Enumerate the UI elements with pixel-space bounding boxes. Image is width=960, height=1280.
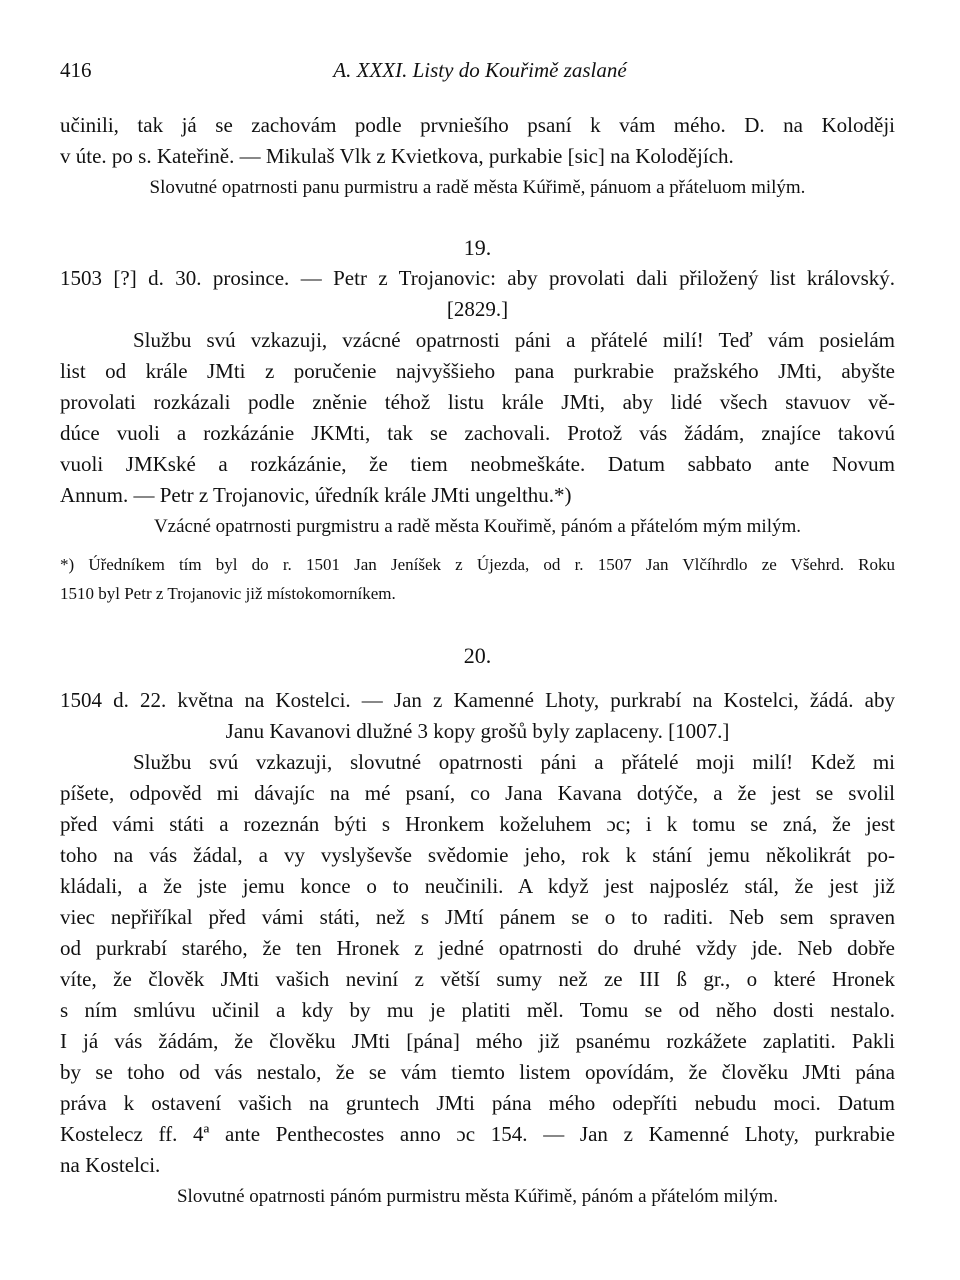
text-line: vuoli JMKské a rozkázánie, že tiem neobmeškáte. Datum sabbato ante Novum [60,452,895,476]
text-line: dúce vuoli a rozkázánie JKMti, tak se zachovali. Protož vás žádám, znajíce takovú [60,421,895,445]
page-header [60,58,900,90]
page-content [60,110,895,1212]
text-line: od purkrabí starého, že ten Hronek z jedné opatrnosti do druhé vždy jde. Neb dobře [60,936,895,960]
text-line: Annum. — Petr z Trojanovic, úředník krále JMti ungelthu.*) [60,483,572,507]
text-line: víte, že člověk JMti vašich neviní z větší sumy než ze III ß gr., o které Hronek [60,967,895,991]
text-line: učinili, tak já se zachovám podle prvniešího psaní k vám mého. D. na Koloději [60,113,895,137]
footnote: *) Úředníkem tím byl do r. 1501 Jan Jeníšek z Újezda, od r. 1507 Jan Vlčíhrdlo ze Všehrd. Roku [60,555,895,574]
section-heading: 1503 [?] d. 30. prosince. — Petr z Trojanovic: aby provolati dali přiložený list královský. [60,266,895,290]
letter-address: Slovutné opatrnosti panu purmistru a radě města Kúřimě, pánuom a přáteluom milým. [149,177,806,198]
section-number: 19. [463,235,492,260]
text-line: na Kostelci. [60,1153,161,1177]
text-line: s ním smlúvu učinil a kdy by mu je platiti měl. Tomu se od něho dosti nestalo. [60,998,895,1022]
text-line: kládali, a že jste jemu konce o to neučinili. A když jest najposléz stál, že jest již [60,874,895,898]
text-line: píšete, odpověd mi dávajíc na mé psaní, co Jana Kavana dotýče, a že jest se svolil [60,781,895,805]
section-heading: Janu Kavanovi dlužné 3 kopy grošů byly zaplaceny. [1007.] [225,719,730,743]
text-line: před vámi státi a rozeznán býti s Hronkem koželuhem ɔc; i k tomu se zná, že jest [60,812,895,836]
text-line: provolati rozkázali podle zněnie téhož listu krále JMti, aby lidé všech stavuov vě- [60,390,895,414]
text-line: v úte. po s. Kateřině. — Mikulaš Vlk z Kvietkova, purkabie [sic] na Kolodějích. [60,144,734,168]
section-heading: 1504 d. 22. května na Kostelci. — Jan z Kamenné Lhoty, purkrabí na Kostelci, žádá. aby [60,688,895,712]
text-line: toho na vás žádal, a vy vyslyševše svědomie jeho, rok k stání jemu několikrát po- [60,843,895,867]
letter-address: Vzácné opatrnosti purgmistru a radě města Kouřimě, pánóm a přátelóm mým milým. [153,516,802,537]
text-line: práva k ostavení vašich na gruntech JMti pána mého odepříti nebudu moci. Datum [60,1091,895,1115]
text-line: by se toho od vás nestalo, že se vám tiemto listem opovídám, že člověku JMti pána [60,1060,895,1084]
letter-address: Slovutné opatrnosti pánóm purmistru města Kúřimě, pánóm a přátelóm milým. [176,1186,779,1207]
section-number: 20. [463,643,492,668]
footnote: 1510 byl Petr z Trojanovic již místokomorníkem. [60,584,396,603]
text-line: viec nepřiříkal před vámi státi, než s JMtí pánem se o to raditi. Neb sem spraven [60,905,895,929]
text-line: Službu svú vzkazuji, slovutné opatrnosti páni a přátelé moji milí! Kdež mi [133,750,895,774]
text-line: list od krále JMti z poručenie najvyššieho pana purkrabie pražského JMti, abyšte [60,359,895,383]
text-line: Službu svú vzkazuji, vzácné opatrnosti páni a přátelé milí! Teď vám posielám [133,328,895,352]
section-heading: [2829.] [446,297,509,321]
running-title: A. XXXI. Listy do Kouřimě zaslané [333,58,627,82]
page-number: 416 [60,58,92,82]
text-line: I já vás žádám, že člověku JMti [pána] mého již psanému rozkážete zaplatiti. Pakli [60,1029,895,1053]
text-line: Kostelecz ff. 4ª ante Penthecostes anno ɔc 154. — Jan z Kamenné Lhoty, purkrabie [60,1122,895,1146]
